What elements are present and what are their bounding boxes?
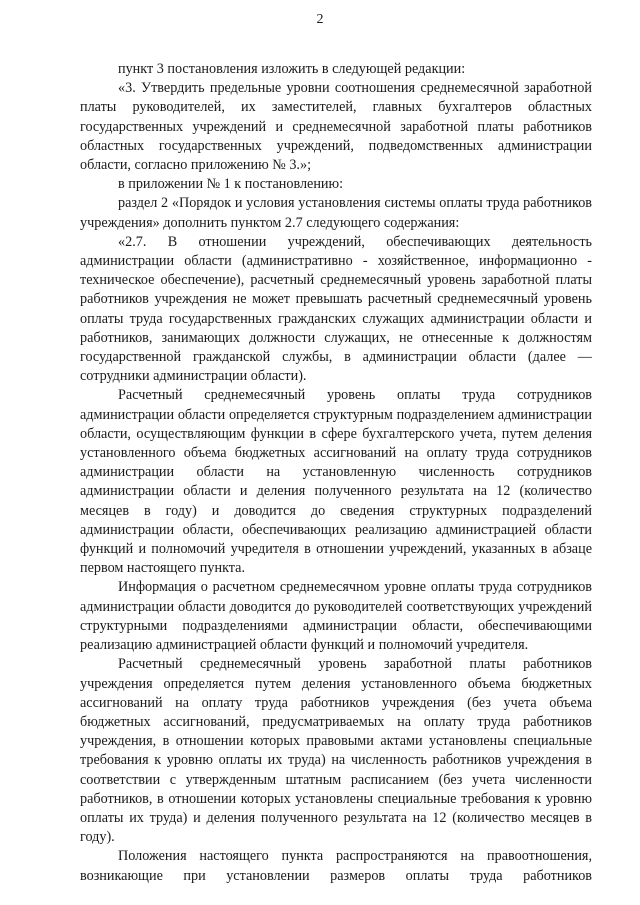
paragraph-5: «2.7. В отношении учреждений, обеспечивающих деятельность администрации области (административно - хозяйственное, информационно - техническое обеспечение), расчетный среднемесячный уровень заработной платы работников учреждения не может превышать расчетный среднемесячный уровень оплаты труда государственных гражданских служащих администрации области и работников, занимающих должности служащих, не отнесенные к должностям государственной гражданской службы, в администрации области (далее — сотрудники администрации области). [80,233,592,385]
paragraph-6: Расчетный среднемесячный уровень оплаты труда сотрудников администрации области определяется структурным подразделением администрации области, осуществляющим функции в сфере бухгалтерского учета, путем деления установленного объема бюджетных ассигнований на оплату труда сотрудников администрации области на установленную численность сотрудников администрации области и деления полученного результата на 12 (количество месяцев в году) и доводится до сведения структурных подразделений администрации области, обеспечивающих реализацию администрацией области функций и полномочий учредителя в отношении учреждений, указанных в абзаце первом настоящего пункта. [80,387,592,577]
paragraph-4: раздел 2 «Порядок и условия установления системы оплаты труда работников учреждения» дополнить пунктом 2.7 следующего содержания: [80,195,592,231]
page-number: 2 [316,12,324,27]
paragraph-3: в приложении № 1 к постановлению: [118,176,344,193]
paragraph-9: Положения настоящего пункта распространяются на правоотношения, возникающие при установлении размеров оплаты труда работников [80,848,592,884]
paragraph-8: Расчетный среднемесячный уровень заработной платы работников учреждения определяется путем деления установленного объема бюджетных ассигнований на оплату труда работников учреждения (без учета объема бюджетных ассигнований, предусматриваемых на оплату труда работников учреждения, в отношении которых правовыми актами установлены специальные требования к уровню оплаты их труда) на численность работников учреждения в соответствии с утвержденным штатным расписанием (без учета численности работников, в отношении которых установлены специальные требования к уровню оплаты их труда) и деления полученного результата на 12 (количество месяцев в году). [80,656,592,846]
paragraph-2: «3. Утвердить предельные уровни соотношения среднемесячной заработной платы руководителей, их заместителей, главных бухгалтеров областных государственных учреждений и среднемесячной заработной платы работников областных государственных учреждений, подведомственных администрации области, согласно приложению № 3.»; [80,80,592,174]
document-body [80,60,592,886]
paragraph-7: Информация о расчетном среднемесячном уровне оплаты труда сотрудников администрации области доводится до руководителей соответствующих учреждений структурными подразделениями администрации области, обеспечивающими реализацию администрацией области функций и полномочий учредителя. [80,579,592,654]
paragraph-1: пункт 3 постановления изложить в следующей редакции: [118,61,466,77]
